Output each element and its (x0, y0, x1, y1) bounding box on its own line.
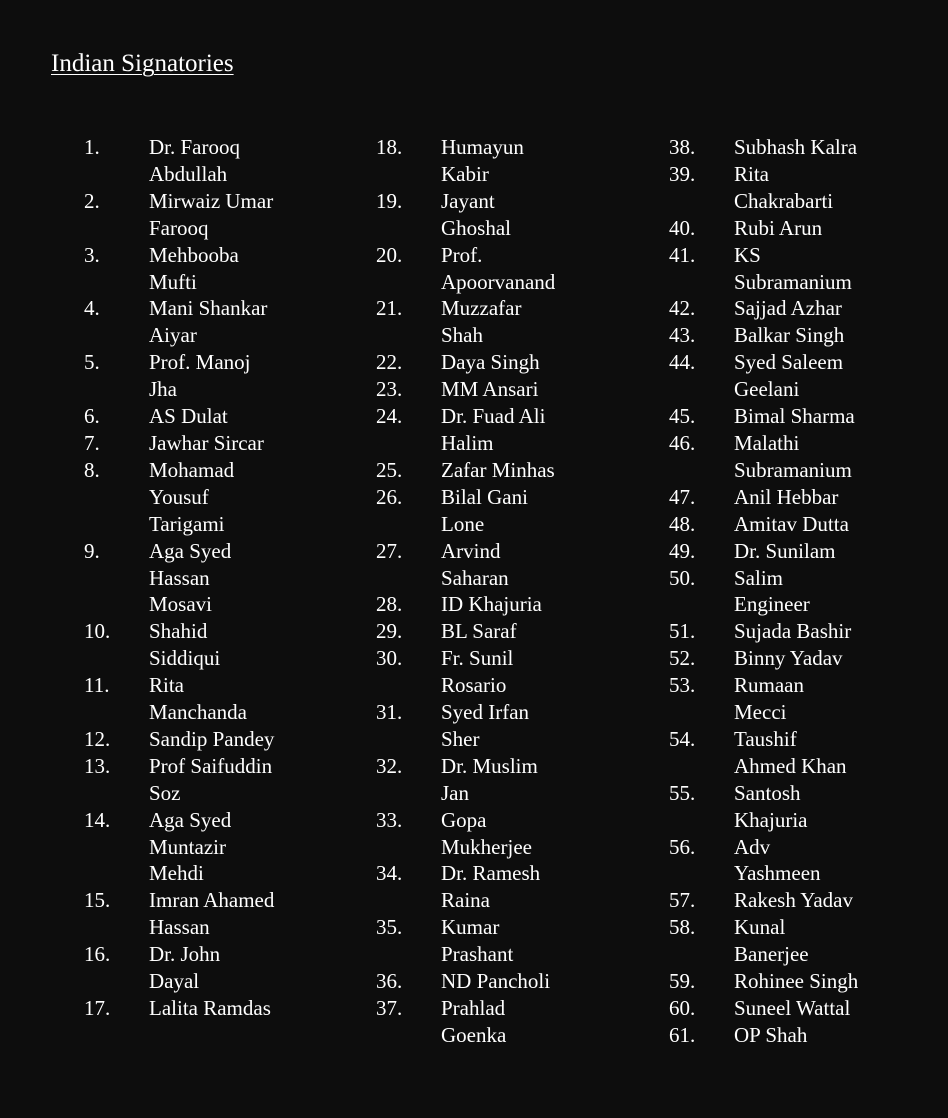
signatory-name (734, 295, 884, 322)
signatory-number: 5. (84, 350, 100, 375)
signatory-item (669, 780, 919, 834)
signatory-name-line: Rumaan (734, 673, 804, 698)
signatory-item (376, 242, 626, 296)
signatory-number: 25. (376, 457, 403, 482)
signatory-name-line: Mufti (149, 269, 197, 294)
signatory-number: 20. (376, 242, 403, 267)
signatory-name-line: Hassan (149, 565, 210, 590)
signatory-number: 50. (669, 565, 696, 590)
signatory-name (441, 349, 591, 376)
signatory-name (149, 457, 299, 538)
signatory-item (669, 726, 919, 780)
signatory-item (84, 753, 334, 807)
signatory-item (669, 834, 919, 888)
signatory-name-line: Raina (441, 888, 490, 913)
signatory-number: 33. (376, 807, 403, 832)
signatory-name-line: Rita (734, 161, 769, 186)
signatory-name (441, 295, 591, 349)
signatory-number: 29. (376, 619, 403, 644)
signatory-name (734, 538, 884, 565)
signatory-number: 52. (669, 646, 696, 671)
signatory-name-line: Mosavi (149, 592, 212, 617)
signatory-number: 26. (376, 484, 403, 509)
signatory-name (734, 834, 884, 888)
signatory-name-line: Mecci (734, 700, 787, 725)
signatory-name-line: Aga Syed (149, 807, 232, 832)
signatory-name-line: Dayal (149, 969, 200, 994)
signatory-name (734, 995, 884, 1022)
signatory-number: 37. (376, 996, 403, 1020)
signatory-number: 28. (376, 592, 403, 617)
signatory-number: 24. (376, 404, 403, 429)
signatory-name (441, 188, 591, 242)
signatory-item (669, 322, 919, 349)
signatory-item (669, 295, 919, 322)
signatory-item (84, 538, 334, 619)
signatory-name (149, 242, 299, 296)
signatory-number: 4. (84, 296, 100, 321)
signatory-number: 57. (669, 888, 696, 913)
signatory-name-line: Jawhar Sircar (149, 430, 264, 455)
signatory-name (149, 538, 299, 619)
signatory-number: 14. (84, 807, 111, 832)
signatory-column-3 (669, 134, 919, 1049)
signatory-number: 6. (84, 404, 100, 429)
signatory-item (84, 349, 334, 403)
signatory-name (734, 618, 884, 645)
signatory-name (149, 726, 299, 753)
signatory-number: 3. (84, 242, 100, 267)
signatory-name-line: MM Ansari (441, 377, 539, 402)
signatory-name-line: Hassan (149, 915, 210, 940)
signatory-name-line: Bimal Sharma (734, 404, 855, 429)
signatory-name-line: Mani Shankar (149, 296, 268, 321)
signatory-number: 15. (84, 888, 111, 913)
signatory-item (84, 457, 334, 538)
signatory-name-line: Dr. Fuad Ali (441, 404, 546, 429)
signatory-number: 44. (669, 350, 696, 375)
signatory-number: 22. (376, 350, 403, 375)
signatory-name (149, 753, 299, 807)
signatory-item (84, 295, 334, 349)
signatory-item (84, 726, 334, 753)
signatory-name-line: BL Saraf (441, 619, 517, 644)
signatory-number: 54. (669, 726, 696, 751)
signatory-item (669, 349, 919, 403)
signatory-name-line: Aga Syed (149, 538, 232, 563)
signatory-name (734, 565, 884, 619)
signatory-name-line: Subramanium (734, 457, 852, 482)
signatory-name-line: Mukherjee (441, 834, 532, 859)
signatory-name-line: Balkar Singh (734, 323, 845, 348)
signatory-number: 27. (376, 538, 403, 563)
signatory-number: 51. (669, 619, 696, 644)
signatory-name-line: Kunal (734, 915, 786, 940)
signatory-name-line: Jan (441, 780, 469, 805)
signatory-name-line: KS (734, 242, 761, 267)
signatory-number: 16. (84, 942, 111, 967)
signatory-name-line: Kumar (441, 915, 500, 940)
signatory-name-line: Muzzafar (441, 296, 522, 321)
signatory-name (734, 322, 884, 349)
signatory-name-line: Sandip Pandey (149, 726, 275, 751)
signatory-name (441, 538, 591, 592)
signatory-name (149, 887, 299, 941)
signatory-number: 36. (376, 969, 403, 994)
signatory-name-line: Syed Irfan (441, 700, 530, 725)
signatory-name-line: Lone (441, 511, 485, 536)
signatory-item (376, 914, 626, 968)
signatory-name (734, 161, 884, 215)
signatory-name-line: Gopa (441, 807, 487, 832)
signatory-number: 59. (669, 969, 696, 994)
signatory-name (734, 484, 884, 511)
signatory-item (376, 807, 626, 861)
signatory-number: 40. (669, 215, 696, 240)
signatory-item (669, 484, 919, 511)
signatory-item (84, 134, 334, 188)
signatory-name-line: Jha (149, 377, 177, 402)
signatory-name (149, 672, 299, 726)
signatory-name-line: Dr. Muslim (441, 753, 538, 778)
signatory-name (149, 941, 299, 995)
signatory-name-line: Rohinee Singh (734, 969, 859, 994)
signatory-name-line: Shahid (149, 619, 208, 644)
signatory-name-line: Salim (734, 565, 784, 590)
signatory-name-line: Anil Hebbar (734, 484, 839, 509)
signatory-number: 17. (84, 996, 111, 1020)
signatory-number: 61. (669, 1022, 696, 1047)
signatory-number: 10. (84, 619, 111, 644)
signatory-name (734, 215, 884, 242)
signatory-name-line: Sajjad Azhar (734, 296, 842, 321)
signatory-item (669, 645, 919, 672)
signatory-number: 48. (669, 511, 696, 536)
signatory-name-line: Aiyar (149, 323, 197, 348)
signatory-number: 38. (669, 135, 696, 159)
signatory-name (149, 188, 299, 242)
signatory-name-line: AS Dulat (149, 404, 228, 429)
signatory-name-line: Subhash Kalra (734, 135, 858, 159)
signatory-item (669, 887, 919, 914)
signatory-number: 31. (376, 700, 403, 725)
signatory-name-line: Prof. Manoj (149, 350, 251, 375)
signatory-item (669, 538, 919, 565)
signatory-number: 41. (669, 242, 696, 267)
signatory-name-line: Mehbooba (149, 242, 239, 267)
signatory-item (376, 376, 626, 403)
signatory-item (376, 645, 626, 699)
signatory-item (669, 1022, 919, 1049)
signatory-number: 42. (669, 296, 696, 321)
signatory-name-line: Sujada Bashir (734, 619, 852, 644)
signatory-item (669, 430, 919, 484)
signatory-number: 56. (669, 834, 696, 859)
signatory-number: 60. (669, 996, 696, 1020)
signatory-name-line: Amitav Dutta (734, 511, 849, 536)
signatory-name (441, 914, 591, 968)
signatory-item (376, 295, 626, 349)
signatory-name-line: Yashmeen (734, 861, 821, 886)
signatory-name (149, 134, 299, 188)
signatory-item (376, 484, 626, 538)
signatory-name-line: Santosh (734, 780, 801, 805)
signatory-name-line: Taushif (734, 726, 797, 751)
signatory-name-line: Tarigami (149, 511, 225, 536)
signatory-name-line: Muntazir (149, 834, 226, 859)
signatory-name (149, 403, 299, 430)
signatory-item (84, 430, 334, 457)
signatory-item (376, 860, 626, 914)
signatory-name-line: OP Shah (734, 1022, 808, 1047)
signatory-name-line: Geelani (734, 377, 800, 402)
signatory-item (669, 215, 919, 242)
signatory-name (734, 887, 884, 914)
signatory-number: 34. (376, 861, 403, 886)
page-title: Indian Signatories (51, 50, 234, 77)
signatory-name (734, 914, 884, 968)
signatory-number: 58. (669, 915, 696, 940)
signatory-name (734, 242, 884, 296)
signatory-name (441, 591, 591, 618)
signatory-item (376, 538, 626, 592)
signatory-item (84, 403, 334, 430)
signatory-number: 11. (84, 673, 110, 698)
signatory-number: 32. (376, 753, 403, 778)
signatory-name-line: Kabir (441, 161, 489, 186)
signatory-name (441, 860, 591, 914)
signatory-name-line: Ghoshal (441, 215, 511, 240)
signatory-name-line: Prof. (441, 242, 483, 267)
signatory-item (84, 242, 334, 296)
signatory-name-line: Rubi Arun (734, 215, 823, 240)
signatory-name-line: Manchanda (149, 700, 247, 725)
signatory-number: 49. (669, 538, 696, 563)
signatory-name (149, 995, 299, 1022)
signatory-column-1 (84, 134, 334, 1022)
signatory-number: 18. (376, 135, 403, 159)
signatory-name-line: Dr. Sunilam (734, 538, 836, 563)
signatory-name (441, 484, 591, 538)
signatory-name-line: Yousuf (149, 484, 209, 509)
signatory-number: 39. (669, 161, 696, 186)
signatory-name (441, 618, 591, 645)
signatory-name-line: Khajuria (734, 807, 808, 832)
signatory-name-line: Daya Singh (441, 350, 540, 375)
signatory-item (376, 457, 626, 484)
signatory-number: 55. (669, 780, 696, 805)
signatory-name (734, 430, 884, 484)
signatory-name-line: Imran Ahamed (149, 888, 275, 913)
signatory-item (669, 618, 919, 645)
signatory-name (734, 645, 884, 672)
signatory-name-line: Rosario (441, 673, 507, 698)
signatory-name (441, 242, 591, 296)
signatory-name-line: Mehdi (149, 861, 204, 886)
signatory-name (441, 968, 591, 995)
signatory-item (669, 914, 919, 968)
signatory-name (734, 968, 884, 995)
signatory-name (441, 995, 591, 1049)
signatory-number: 1. (84, 135, 100, 159)
signatory-item (376, 699, 626, 753)
signatory-name (734, 726, 884, 780)
signatory-item (669, 968, 919, 995)
signatory-name-line: ND Pancholi (441, 969, 551, 994)
signatory-name-line: Mirwaiz Umar (149, 188, 274, 213)
signatory-item (376, 188, 626, 242)
signatory-name (734, 349, 884, 403)
signatory-name-line: Banerjee (734, 942, 809, 967)
signatory-name-line: Apoorvanand (441, 269, 556, 294)
signatory-name-line: Prashant (441, 942, 514, 967)
signatory-item (84, 672, 334, 726)
signatory-name-line: Subramanium (734, 269, 852, 294)
signatory-name-line: Bilal Gani (441, 484, 528, 509)
signatory-name (441, 457, 591, 484)
signatory-item (669, 672, 919, 726)
signatory-number: 45. (669, 404, 696, 429)
signatory-item (84, 807, 334, 888)
signatory-name (734, 403, 884, 430)
signatory-item (669, 134, 919, 161)
signatory-name-line: Abdullah (149, 161, 228, 186)
signatory-name-line: Ahmed Khan (734, 753, 847, 778)
signatory-number: 30. (376, 646, 403, 671)
signatory-item (669, 565, 919, 619)
signatory-name (441, 134, 591, 188)
signatory-name-line: Arvind (441, 538, 501, 563)
signatory-name-line: Syed Saleem (734, 350, 844, 375)
signatory-name (734, 511, 884, 538)
signatory-number: 47. (669, 484, 696, 509)
signatory-name-line: Humayun (441, 135, 524, 159)
signatory-item (669, 242, 919, 296)
signatory-name-line: Goenka (441, 1022, 507, 1047)
signatory-name-line: Halim (441, 430, 494, 455)
signatory-name-line: Mohamad (149, 457, 235, 482)
signatory-item (84, 995, 334, 1022)
signatory-number: 23. (376, 377, 403, 402)
signatory-number: 7. (84, 430, 100, 455)
signatory-item (84, 887, 334, 941)
signatory-name (149, 430, 299, 457)
signatory-name (441, 645, 591, 699)
signatory-name-line: Chakrabarti (734, 188, 834, 213)
signatory-name-line: Prof Saifuddin (149, 753, 273, 778)
signatory-name-line: Siddiqui (149, 646, 221, 671)
signatory-name (441, 753, 591, 807)
signatory-number: 43. (669, 323, 696, 348)
signatory-number: 9. (84, 538, 100, 563)
signatory-number: 13. (84, 753, 111, 778)
signatory-item (669, 511, 919, 538)
signatory-item (376, 349, 626, 376)
signatory-item (376, 968, 626, 995)
signatory-name-line: Rita (149, 673, 184, 698)
signatory-name-line: Engineer (734, 592, 810, 617)
signatory-number: 35. (376, 915, 403, 940)
signatory-name-line: Dr. Ramesh (441, 861, 541, 886)
signatory-name-line: Prahlad (441, 996, 506, 1020)
signatory-name (734, 1022, 884, 1049)
signatory-name-line: Adv (734, 834, 771, 859)
signatory-name (734, 134, 884, 161)
signatory-name-line: Malathi (734, 430, 800, 455)
signatory-item (376, 134, 626, 188)
signatory-number: 46. (669, 430, 696, 455)
signatory-item (376, 591, 626, 618)
signatory-name (149, 618, 299, 672)
signatory-name-line: Dr. Farooq (149, 135, 240, 159)
signatory-name-line: Binny Yadav (734, 646, 843, 671)
signatory-name (441, 699, 591, 753)
signatory-name (441, 403, 591, 457)
signatory-name (441, 807, 591, 861)
signatory-name-line: Jayant (441, 188, 495, 213)
signatory-name-line: Saharan (441, 565, 509, 590)
signatory-item (669, 161, 919, 215)
signatory-number: 53. (669, 673, 696, 698)
signatory-name-line: Sher (441, 726, 480, 751)
signatory-name-line: Lalita Ramdas (149, 996, 271, 1020)
signatory-item (84, 618, 334, 672)
signatory-item (669, 995, 919, 1022)
signatory-name (149, 295, 299, 349)
signatory-name-line: Shah (441, 323, 483, 348)
signatory-name (734, 672, 884, 726)
signatory-number: 8. (84, 457, 100, 482)
signatory-item (669, 403, 919, 430)
signatory-item (84, 188, 334, 242)
signatory-item (376, 618, 626, 645)
signatory-item (376, 995, 626, 1049)
signatory-name-line: Rakesh Yadav (734, 888, 853, 913)
signatory-item (84, 941, 334, 995)
signatory-item (376, 753, 626, 807)
signatory-number: 21. (376, 296, 403, 321)
signatory-name-line: Suneel Wattal (734, 996, 851, 1020)
signatory-item (376, 403, 626, 457)
signatory-name-line: Zafar Minhas (441, 457, 555, 482)
signatory-name (149, 349, 299, 403)
signatory-number: 12. (84, 726, 111, 751)
signatory-name-line: Soz (149, 780, 181, 805)
signatory-column-2 (376, 134, 626, 1049)
signatory-number: 2. (84, 188, 100, 213)
signatory-name-line: ID Khajuria (441, 592, 542, 617)
signatory-name-line: Fr. Sunil (441, 646, 514, 671)
signatory-name (441, 376, 591, 403)
signatory-number: 19. (376, 188, 403, 213)
signatory-name (734, 780, 884, 834)
signatory-name-line: Dr. John (149, 942, 221, 967)
signatory-name-line: Farooq (149, 215, 209, 240)
signatory-name (149, 807, 299, 888)
